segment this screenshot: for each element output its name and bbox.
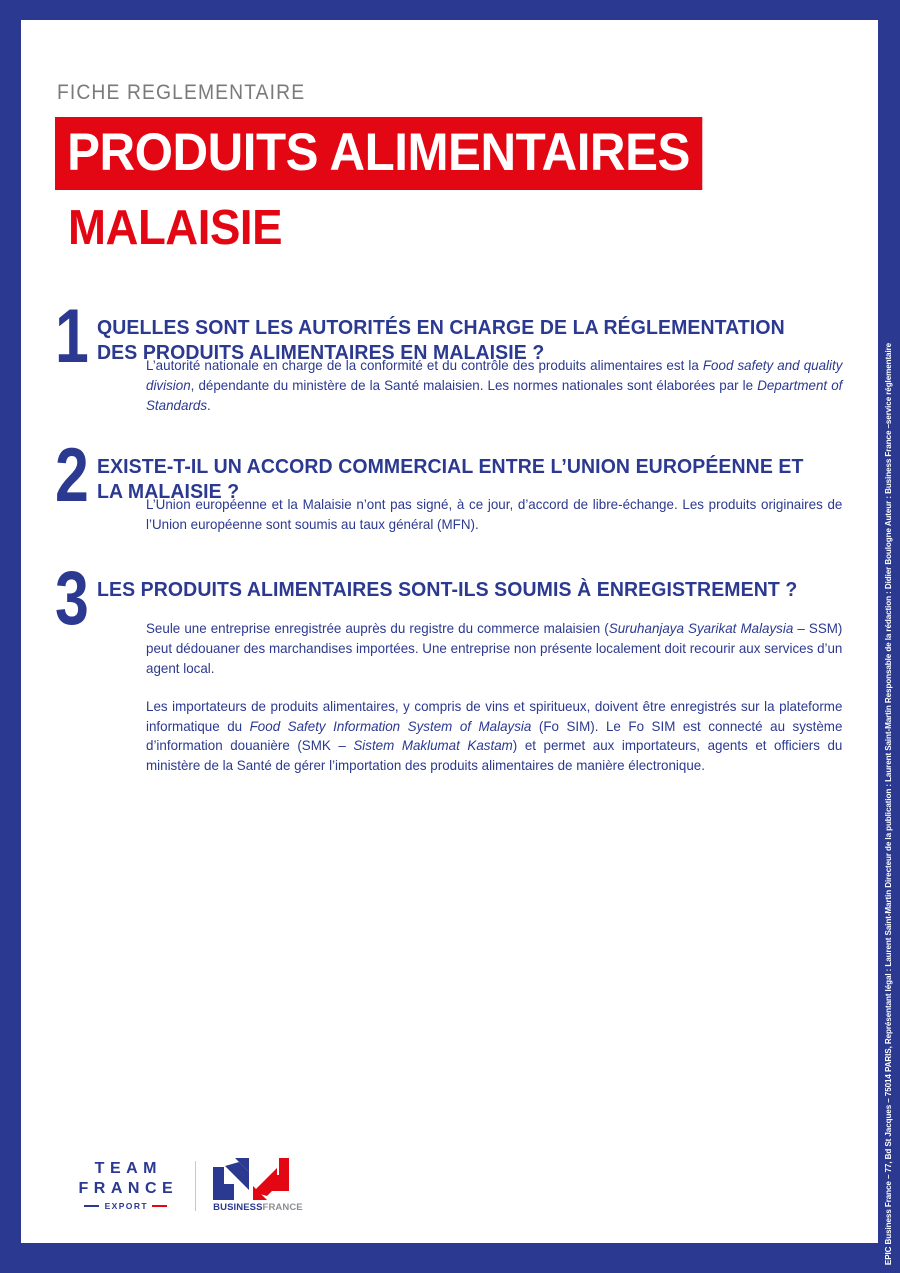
logo-divider: [195, 1161, 196, 1211]
content-sections: [55, 294, 855, 798]
tfe-logo-line-france: FRANCE: [78, 1179, 179, 1197]
question-title: EXISTE-T-IL UN ACCORD COMMERCIAL ENTRE L’UNION EUROPÉENNE ET LA MALAISIE ?: [97, 455, 804, 504]
question-section-1: [55, 294, 855, 416]
rule-right-icon: [152, 1205, 167, 1207]
question-body: [146, 495, 853, 535]
bf-word-france: FRANCE: [262, 1202, 303, 1213]
business-france-wordmark: [213, 1202, 303, 1213]
question-section-3: [55, 556, 855, 776]
page-title: PRODUITS ALIMENTAIRES: [55, 117, 702, 190]
tfe-export-row: [73, 1202, 178, 1211]
tfe-logo-line-team: TEAM: [94, 1159, 162, 1177]
paragraph: Les importateurs de produits alimentaires, y compris de vins et spiritueux, doivent être enregistrés sur la plateforme informatique du Food Safety Information System of Malaysia (Fo SIM). Le Fo SIM est connecté au système d’information douanière (SMK – Sistem Maklumat Kastam) et permet aux importateurs, agents et officiers du ministère de la Santé de gérer l’importation des produits alimentaires de manière électronique.: [146, 698, 843, 774]
question-body: [146, 356, 853, 416]
business-france-logo: [213, 1158, 303, 1213]
tfe-logo-line-export: EXPORT: [104, 1200, 148, 1211]
paragraph: L’autorité nationale en charge de la conformité et du contrôle des produits alimentaires est la Food safety and quality division, dépendante du ministère de la Santé malaisien. Les normes nationales sont élaborées par le Department of Standards.: [146, 358, 843, 414]
question-number: 3: [55, 556, 89, 642]
paragraph: Seule une entreprise enregistrée auprès du registre du commerce malaisien (Suruhanjaya Syarikat Malaysia – SSM) peut dédouaner des marchandises importées. Une entreprise non présente localement doit recourir aux services d’un agent local.: [146, 620, 843, 676]
bf-word-business: BUSINESS: [213, 1202, 263, 1213]
legal-notice-strip: [878, 0, 900, 1273]
page-subtitle: MALAISIE: [68, 201, 283, 255]
page-sheet: [21, 20, 879, 1243]
question-title: LES PRODUITS ALIMENTAIRES SONT-ILS SOUMIS À ENREGISTREMENT ?: [97, 578, 798, 602]
document-header: [55, 81, 755, 253]
rule-left-icon: [84, 1205, 99, 1207]
question-body: [146, 619, 853, 777]
question-section-2: [55, 433, 855, 535]
business-france-arrows-icon: [213, 1158, 293, 1200]
paragraph: L’Union européenne et la Malaisie n’ont pas signé, à ce jour, d’accord de libre-échange. Les produits originaires de l’Union européenne sont soumis au taux général (MFN).: [146, 497, 843, 533]
legal-notice-text: EPIC Business France – 77, Bd St Jacques – 75014 PARIS, Représentant légal : Laurent Saint-Martin Directeur de la publication : Laurent Saint-Martin Responsable de la rédaction : Didier Boulogne Auteur : Business France –service réglementaire: [883, 342, 893, 1265]
question-title: QUELLES SONT LES AUTORITÉS EN CHARGE DE LA RÉGLEMENTATION DES PRODUITS ALIMENTAIRES EN MALAISIE ?: [97, 316, 785, 364]
footer-logos: [73, 1158, 303, 1213]
arrows-icon: [213, 1158, 293, 1200]
question-number: 2: [55, 433, 89, 519]
document-kicker: FICHE REGLEMENTAIRE: [57, 81, 306, 104]
question-number: 1: [55, 294, 89, 379]
team-france-export-logo: [73, 1161, 178, 1211]
